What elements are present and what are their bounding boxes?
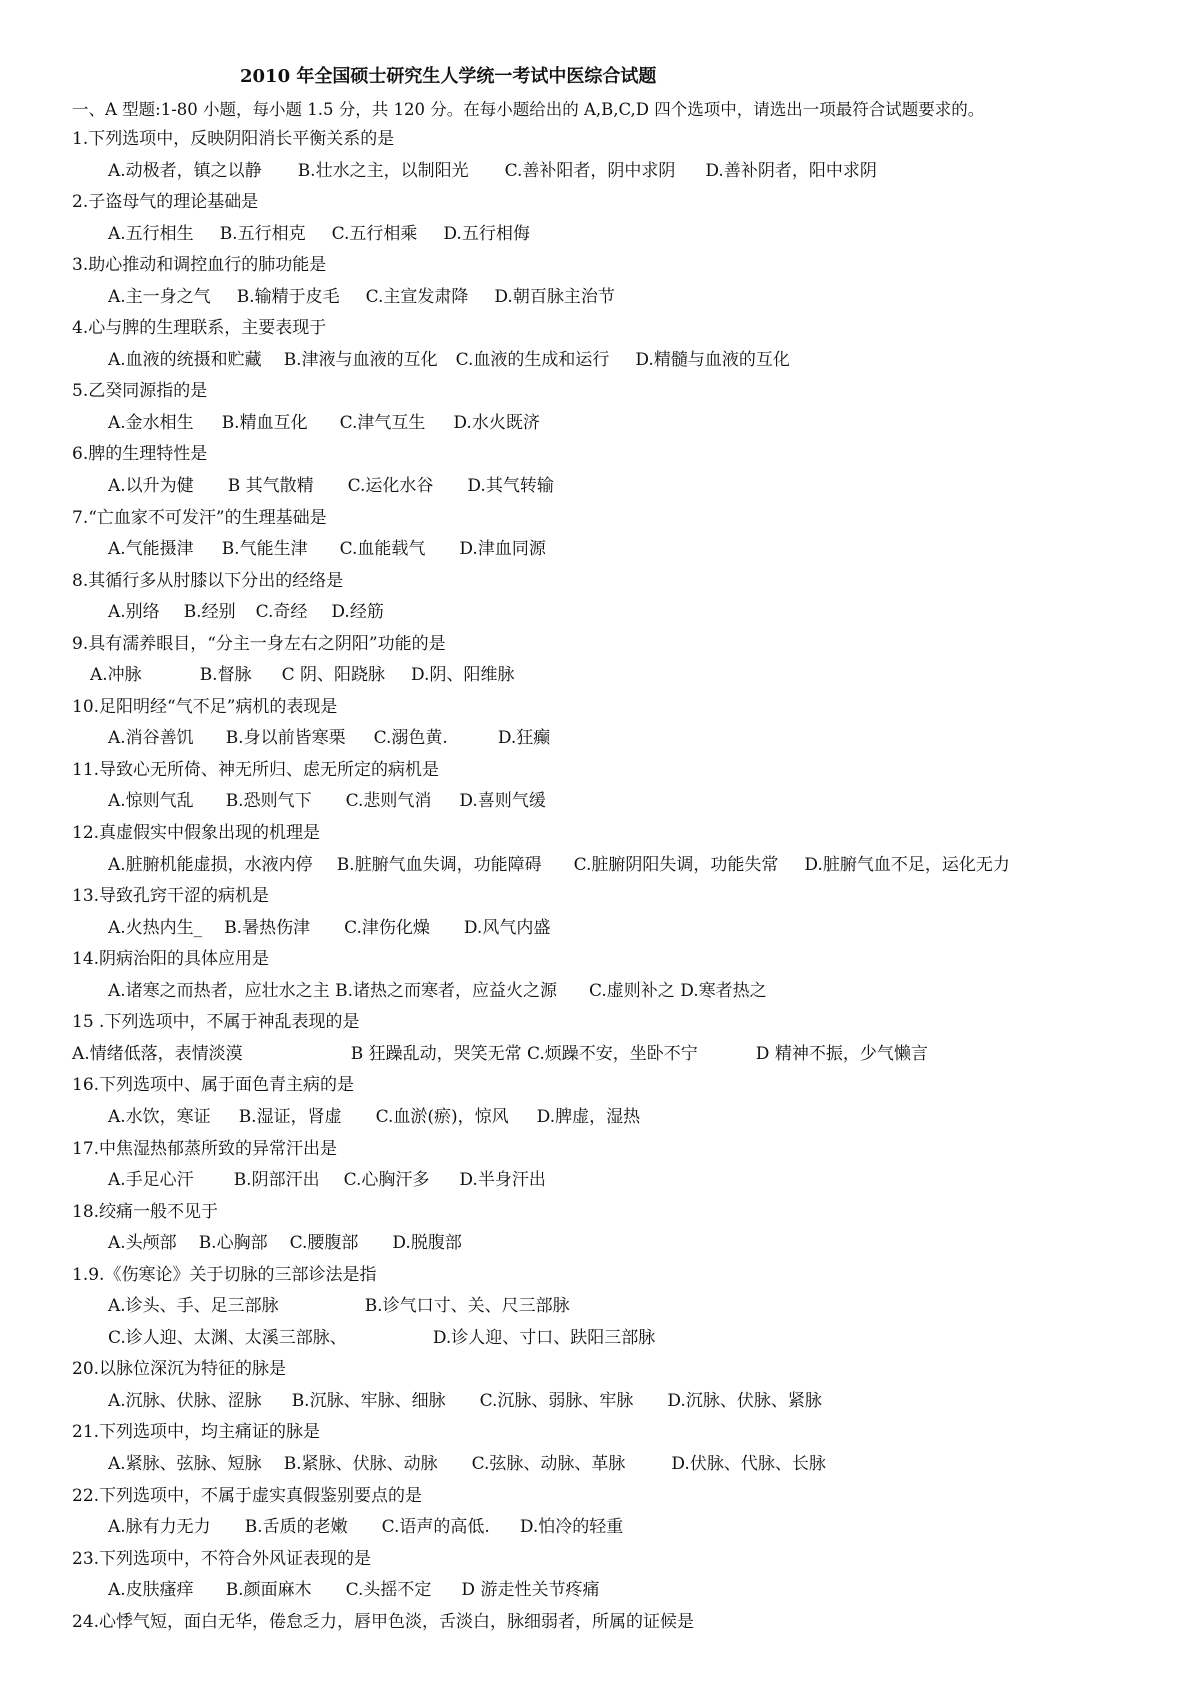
question-stem: 20.以脉位深沉为特征的脉是: [72, 1359, 287, 1380]
answer-option: C.脏腑阴阳失调，功能失常: [573, 854, 779, 875]
answer-option: A.血液的统摄和贮藏: [108, 349, 262, 370]
question-stem: 1.9.《伤寒论》关于切脉的三部诊法是指: [72, 1264, 377, 1285]
question-stem: 13.导致孔窍干涩的病机是: [72, 886, 270, 907]
question-stem: 2.子盗母气的理论基础是: [72, 192, 259, 213]
answer-option: C.溺色黄.: [373, 728, 448, 749]
option-row: [0, 976, 1190, 1008]
answer-option: C.主宣发肃降: [365, 286, 469, 307]
page-title: 2010 年全国硕士研究生人学统一考试中医综合试题: [240, 66, 657, 87]
answer-option: D.喜则气缓: [459, 791, 546, 812]
question-stem: 12.真虚假实中假象出现的机理是: [72, 823, 321, 844]
answer-option: A.头颅部: [108, 1233, 177, 1254]
answer-option: C.血液的生成和运行: [455, 349, 610, 370]
answer-option: A.五行相生: [108, 223, 194, 244]
answer-option: C.弦脉、动脉、革脉: [471, 1453, 626, 1474]
question-stem: 11.导致心无所倚、神无所归、虑无所定的病机是: [72, 759, 440, 780]
answer-option: A.金水相生: [108, 412, 194, 433]
option-row: [0, 1512, 1190, 1544]
answer-option: D.沉脉、伏脉、紧脉: [667, 1390, 822, 1411]
answer-option: A.皮肤瘙痒: [108, 1580, 194, 1601]
answer-option: A.情绪低落，表情淡漠: [72, 1043, 243, 1064]
option-row: [0, 1039, 1190, 1071]
option-row: [0, 1291, 1190, 1323]
question-stem: 22.下列选项中，不属于虚实真假鉴别要点的是: [72, 1485, 423, 1506]
question-stem: 9.具有濡养眼目，“分主一身左右之阴阳”功能的是: [72, 633, 446, 654]
option-row: [0, 408, 1190, 440]
option-row: [0, 913, 1190, 945]
question-stem: 3.助心推动和调控血行的肺功能是: [72, 255, 327, 276]
answer-option: D.五行相侮: [443, 223, 530, 244]
answer-option: C.悲则气消: [345, 791, 432, 812]
answer-option: C.虚则补之 D.寒者热之: [588, 980, 767, 1001]
answer-option: C 阴、阳跷脉: [281, 665, 386, 686]
option-row: [0, 1102, 1190, 1134]
answer-option: A.诊头、手、足三部脉: [108, 1296, 279, 1317]
answer-option: A.火热内生_: [108, 917, 203, 938]
answer-option: D.半身汗出: [459, 1170, 546, 1191]
answer-option: C.善补阳者，阴中求阴: [504, 160, 676, 181]
question-stem: 14.阴病治阳的具体应用是: [72, 949, 270, 970]
answer-option: D.水火既济: [453, 412, 540, 433]
answer-option: D.经筋: [331, 602, 384, 623]
answer-option: D.脱腹部: [392, 1233, 462, 1254]
option-row: [0, 723, 1190, 755]
question-stem: 15 .下列选项中，不属于神乱表现的是: [72, 1012, 360, 1033]
answer-option: A.气能摄津: [108, 539, 194, 560]
answer-option: D.津血同源: [459, 539, 546, 560]
answer-option: D.精髓与血液的互化: [635, 349, 790, 370]
question-stem: 6.脾的生理特性是: [72, 444, 208, 465]
question-stem: 18.绞痛一般不见于: [72, 1201, 219, 1222]
question-stem: 17.中焦湿热郁蒸所致的异常汗出是: [72, 1138, 338, 1159]
question-stem: 5.乙癸同源指的是: [72, 381, 208, 402]
answer-option: D.诊人迎、寸口、趺阳三部脉: [432, 1327, 656, 1348]
answer-option: C.五行相乘: [331, 223, 418, 244]
question-stem: 21.下列选项中，均主痛证的脉是: [72, 1422, 321, 1443]
option-row: [0, 345, 1190, 377]
option-row: [0, 1575, 1190, 1607]
option-row: [0, 1165, 1190, 1197]
answer-option: A.手足心汗: [108, 1170, 194, 1191]
answer-option: B.经别: [183, 602, 236, 623]
answer-option: D.善补阴者，阳中求阴: [705, 160, 877, 181]
answer-option: B.五行相克: [219, 223, 306, 244]
answer-option: C.心胸汗多: [343, 1170, 430, 1191]
answer-option: D.狂癫: [497, 728, 551, 749]
answer-option: D.风气内盛: [463, 917, 551, 938]
answer-option: B.舌质的老嫩: [244, 1517, 348, 1538]
answer-option: B.脏腑气血失调，功能障碍: [336, 854, 542, 875]
answer-option: D.阴、阳维脉: [411, 665, 515, 686]
option-row: [0, 282, 1190, 314]
answer-option: A.紧脉、弦脉、短脉: [108, 1453, 262, 1474]
answer-option: B.身以前皆寒栗: [225, 728, 346, 749]
question-stem: 8.其循行多从肘膝以下分出的经络是: [72, 570, 344, 591]
option-row: [0, 1449, 1190, 1481]
answer-option: A.脉有力无力: [108, 1517, 211, 1538]
answer-option: B.紧脉、伏脉、动脉: [283, 1453, 438, 1474]
option-row: [0, 1323, 1190, 1355]
option-row: [0, 1228, 1190, 1260]
answer-option: C.诊人迎、太渊、太溪三部脉、: [108, 1327, 347, 1348]
answer-option: D.伏脉、代脉、长脉: [671, 1453, 826, 1474]
option-row: [0, 660, 1190, 692]
question-stem: 1.下列选项中，反映阴阳消长平衡关系的是: [72, 129, 395, 149]
answer-option: B.津液与血液的互化: [283, 349, 438, 370]
answer-option: A.主一身之气: [108, 286, 211, 307]
answer-option: D 游走性关节疼痛: [461, 1580, 600, 1601]
option-row: [0, 471, 1190, 503]
answer-option: C.津气互生: [339, 412, 426, 433]
answer-option: B 其气散精: [227, 476, 314, 497]
answer-option: C.头摇不定: [345, 1580, 432, 1601]
answer-option: C.血淤(瘀)，惊风: [375, 1106, 509, 1127]
answer-option: A.别络: [108, 602, 160, 623]
answer-option: D.脏腑气血不足，运化无力: [804, 854, 1010, 875]
answer-option: B.颜面麻木: [225, 1580, 312, 1601]
answer-option: A.冲脉: [90, 665, 142, 686]
answer-option: D.朝百脉主治节: [494, 286, 615, 307]
answer-option: B.恐则气下: [225, 791, 312, 812]
answer-option: A.沉脉、伏脉、涩脉: [108, 1390, 262, 1411]
answer-option: B 狂躁乱动，哭笑无常 C.烦躁不安，坐卧不宁: [350, 1043, 698, 1064]
answer-option: C.腰腹部: [289, 1233, 359, 1254]
answer-option: D.其气转输: [467, 476, 554, 497]
answer-option: B.精血互化: [221, 412, 308, 433]
answer-option: C.血能载气: [339, 539, 426, 560]
option-row: [0, 534, 1190, 566]
answer-option: B.气能生津: [221, 539, 308, 560]
question-stem: 4.心与脾的生理联系，主要表现于: [72, 318, 327, 339]
answer-option: B.沉脉、牢脉、细脉: [291, 1390, 446, 1411]
answer-option: D.脾虚，湿热: [536, 1106, 641, 1127]
option-row: [0, 219, 1190, 251]
answer-option: C.奇经: [255, 602, 308, 623]
answer-option: C.语声的高低.: [381, 1517, 490, 1538]
answer-option: C.运化水谷: [347, 476, 434, 497]
answer-option: B.心胸部: [198, 1233, 268, 1254]
option-row: [0, 850, 1190, 882]
answer-option: B.壮水之主，以制阳光: [297, 160, 469, 181]
answer-option: A.诸寒之而热者，应壮水之主 B.诸热之而寒者，应益火之源: [108, 980, 557, 1001]
question-stem: 16.下列选项中、属于面色青主病的是: [72, 1075, 355, 1096]
option-row: [0, 597, 1190, 629]
option-row: [0, 1386, 1190, 1418]
section-intro: 一、A 型题:1-80 小题，每小题 1.5 分，共 120 分。在每小题给出的 A,B,C,D 四个选项中，请选出一项最符合试题要求的。: [72, 100, 985, 119]
answer-option: D.怕冷的轻重: [519, 1517, 624, 1538]
answer-option: B.督脉: [199, 665, 252, 686]
option-row: [0, 156, 1190, 188]
question-stem: 10.足阳明经“气不足”病机的表现是: [72, 696, 338, 717]
answer-option: A.动极者，镇之以静: [108, 160, 262, 181]
answer-option: A.脏腑机能虚损，水液内停: [108, 854, 313, 875]
answer-option: A.消谷善饥: [108, 728, 194, 749]
option-row: [0, 786, 1190, 818]
answer-option: B.诊气口寸、关、尺三部脉: [364, 1296, 570, 1317]
question-stem: 7.“亡血家不可发汗”的生理基础是: [72, 507, 327, 528]
question-stem: 24.心悸气短，面白无华，倦怠乏力，唇甲色淡，舌淡白，脉细弱者，所属的证候是: [72, 1611, 695, 1632]
question-list: [0, 124, 1190, 1638]
answer-option: B.湿证，肾虚: [238, 1106, 342, 1127]
answer-option: C.津伤化燥: [344, 917, 430, 938]
answer-option: D 精神不振，少气懒言: [755, 1043, 928, 1064]
answer-option: A.水饮，寒证: [108, 1106, 211, 1127]
answer-option: B.输精于皮毛: [236, 286, 340, 307]
answer-option: B.暑热伤津: [224, 917, 311, 938]
answer-option: A.惊则气乱: [108, 791, 194, 812]
answer-option: B.阴部汗出: [233, 1170, 320, 1191]
answer-option: A.以升为健: [108, 476, 194, 497]
question-stem: 23.下列选项中，不符合外风证表现的是: [72, 1548, 372, 1569]
answer-option: C.沉脉、弱脉、牢脉: [479, 1390, 634, 1411]
